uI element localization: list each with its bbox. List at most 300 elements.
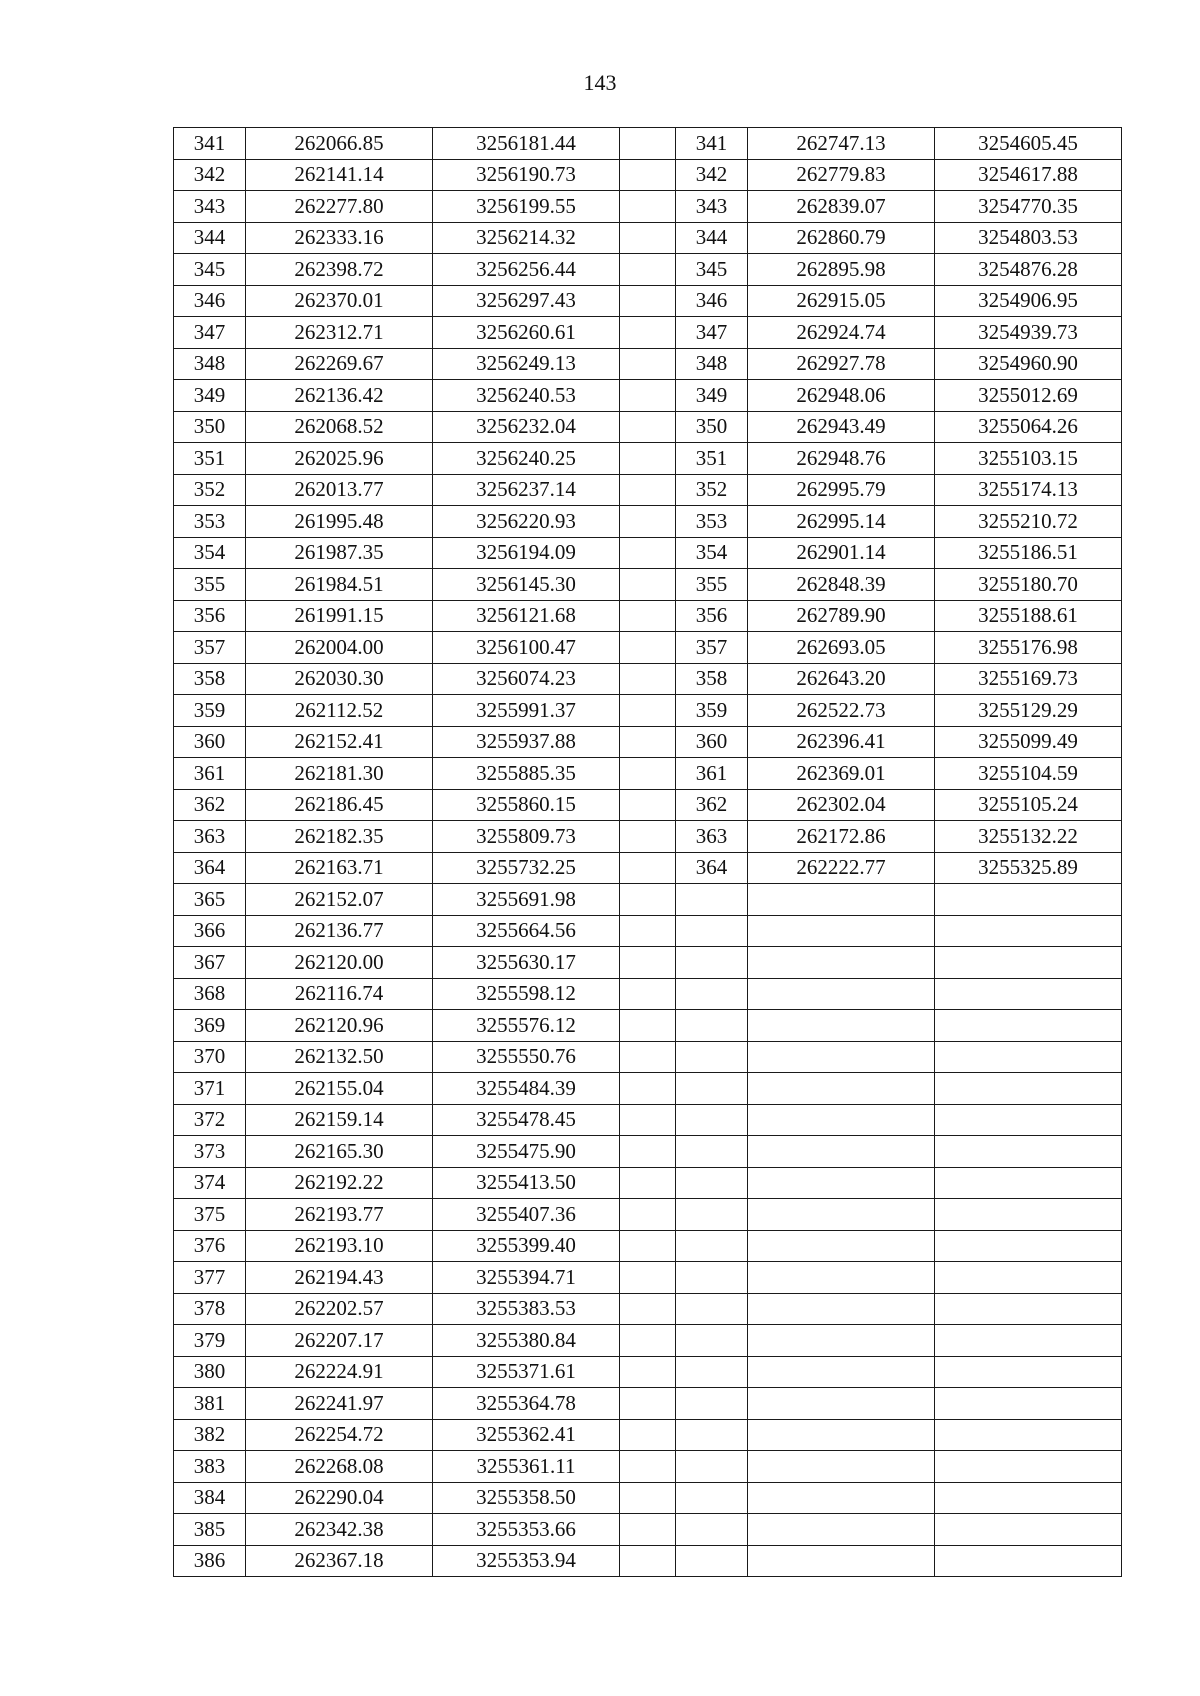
right-x-coordinate-cell: [748, 1136, 935, 1168]
table-row: [174, 569, 1122, 601]
left-point-number-cell: 348: [174, 348, 246, 380]
right-x-coordinate-cell: 262522.73: [748, 695, 935, 727]
left-point-number-cell: 377: [174, 1262, 246, 1294]
right-y-coordinate-cell: [935, 1262, 1122, 1294]
right-x-coordinate-cell: [748, 1199, 935, 1231]
left-x-coordinate-cell: 262116.74: [246, 978, 433, 1010]
separator-cell: [620, 1325, 676, 1357]
right-point-number-cell: 363: [676, 821, 748, 853]
right-point-number-cell: [676, 1388, 748, 1420]
separator-cell: [620, 348, 676, 380]
right-x-coordinate-cell: [748, 1167, 935, 1199]
left-point-number-cell: 358: [174, 663, 246, 695]
separator-cell: [620, 1419, 676, 1451]
left-point-number-cell: 372: [174, 1104, 246, 1136]
left-y-coordinate-cell: 3255630.17: [433, 947, 620, 979]
left-point-number-cell: 369: [174, 1010, 246, 1042]
table-row: [174, 1041, 1122, 1073]
right-x-coordinate-cell: [748, 915, 935, 947]
table-row: [174, 191, 1122, 223]
right-y-coordinate-cell: [935, 1104, 1122, 1136]
left-x-coordinate-cell: 262163.71: [246, 852, 433, 884]
left-x-coordinate-cell: 262165.30: [246, 1136, 433, 1168]
right-point-number-cell: 349: [676, 380, 748, 412]
table-row: [174, 1010, 1122, 1042]
separator-cell: [620, 1451, 676, 1483]
right-y-coordinate-cell: [935, 1482, 1122, 1514]
right-y-coordinate-cell: 3255176.98: [935, 632, 1122, 664]
right-point-number-cell: [676, 1325, 748, 1357]
table-row: [174, 222, 1122, 254]
right-y-coordinate-cell: 3255099.49: [935, 726, 1122, 758]
left-x-coordinate-cell: 261995.48: [246, 506, 433, 538]
left-y-coordinate-cell: 3256260.61: [433, 317, 620, 349]
right-y-coordinate-cell: [935, 1230, 1122, 1262]
left-y-coordinate-cell: 3256214.32: [433, 222, 620, 254]
left-y-coordinate-cell: 3256220.93: [433, 506, 620, 538]
table-row: [174, 1136, 1122, 1168]
right-x-coordinate-cell: [748, 1388, 935, 1420]
right-y-coordinate-cell: 3255325.89: [935, 852, 1122, 884]
left-point-number-cell: 384: [174, 1482, 246, 1514]
left-y-coordinate-cell: 3256232.04: [433, 411, 620, 443]
left-x-coordinate-cell: 262398.72: [246, 254, 433, 286]
table-row: [174, 411, 1122, 443]
right-x-coordinate-cell: 262943.49: [748, 411, 935, 443]
right-point-number-cell: 344: [676, 222, 748, 254]
left-y-coordinate-cell: 3255576.12: [433, 1010, 620, 1042]
right-x-coordinate-cell: [748, 1293, 935, 1325]
right-x-coordinate-cell: [748, 978, 935, 1010]
left-x-coordinate-cell: 262136.42: [246, 380, 433, 412]
left-x-coordinate-cell: 262186.45: [246, 789, 433, 821]
left-x-coordinate-cell: 262120.00: [246, 947, 433, 979]
separator-cell: [620, 1545, 676, 1577]
table-row: [174, 758, 1122, 790]
left-y-coordinate-cell: 3256240.53: [433, 380, 620, 412]
left-x-coordinate-cell: 262193.10: [246, 1230, 433, 1262]
table-row: [174, 1482, 1122, 1514]
table-row: [174, 159, 1122, 191]
left-point-number-cell: 351: [174, 443, 246, 475]
separator-cell: [620, 1010, 676, 1042]
right-x-coordinate-cell: 262172.86: [748, 821, 935, 853]
left-x-coordinate-cell: 262132.50: [246, 1041, 433, 1073]
left-x-coordinate-cell: 262269.67: [246, 348, 433, 380]
table-row: [174, 947, 1122, 979]
separator-cell: [620, 852, 676, 884]
left-x-coordinate-cell: 262120.96: [246, 1010, 433, 1042]
right-x-coordinate-cell: 262643.20: [748, 663, 935, 695]
right-point-number-cell: [676, 1419, 748, 1451]
table-row: [174, 884, 1122, 916]
left-y-coordinate-cell: 3256074.23: [433, 663, 620, 695]
left-x-coordinate-cell: 262136.77: [246, 915, 433, 947]
table-row: [174, 1262, 1122, 1294]
right-x-coordinate-cell: 262693.05: [748, 632, 935, 664]
left-y-coordinate-cell: 3256237.14: [433, 474, 620, 506]
separator-cell: [620, 632, 676, 664]
left-point-number-cell: 380: [174, 1356, 246, 1388]
right-x-coordinate-cell: 262860.79: [748, 222, 935, 254]
right-y-coordinate-cell: [935, 1325, 1122, 1357]
right-point-number-cell: 361: [676, 758, 748, 790]
left-x-coordinate-cell: 262277.80: [246, 191, 433, 223]
right-point-number-cell: 348: [676, 348, 748, 380]
table-row: [174, 1199, 1122, 1231]
left-y-coordinate-cell: 3256297.43: [433, 285, 620, 317]
left-point-number-cell: 373: [174, 1136, 246, 1168]
right-point-number-cell: 342: [676, 159, 748, 191]
right-point-number-cell: 359: [676, 695, 748, 727]
right-x-coordinate-cell: 262948.06: [748, 380, 935, 412]
right-point-number-cell: [676, 1482, 748, 1514]
table-row: [174, 254, 1122, 286]
left-x-coordinate-cell: 262066.85: [246, 128, 433, 160]
left-point-number-cell: 366: [174, 915, 246, 947]
left-point-number-cell: 365: [174, 884, 246, 916]
left-y-coordinate-cell: 3256256.44: [433, 254, 620, 286]
table-row: [174, 789, 1122, 821]
left-y-coordinate-cell: 3256190.73: [433, 159, 620, 191]
right-point-number-cell: [676, 1199, 748, 1231]
right-point-number-cell: [676, 1356, 748, 1388]
separator-cell: [620, 1262, 676, 1294]
coordinate-table: [173, 127, 1122, 1577]
right-x-coordinate-cell: 262848.39: [748, 569, 935, 601]
right-point-number-cell: 360: [676, 726, 748, 758]
left-x-coordinate-cell: 262193.77: [246, 1199, 433, 1231]
right-point-number-cell: 354: [676, 537, 748, 569]
left-point-number-cell: 362: [174, 789, 246, 821]
right-point-number-cell: [676, 1451, 748, 1483]
separator-cell: [620, 1514, 676, 1546]
right-x-coordinate-cell: [748, 1451, 935, 1483]
right-x-coordinate-cell: 262924.74: [748, 317, 935, 349]
right-y-coordinate-cell: 3255105.24: [935, 789, 1122, 821]
right-y-coordinate-cell: 3254770.35: [935, 191, 1122, 223]
right-point-number-cell: [676, 1010, 748, 1042]
right-x-coordinate-cell: [748, 1514, 935, 1546]
right-x-coordinate-cell: 262927.78: [748, 348, 935, 380]
separator-cell: [620, 128, 676, 160]
right-y-coordinate-cell: [935, 978, 1122, 1010]
right-point-number-cell: [676, 1514, 748, 1546]
right-point-number-cell: [676, 1041, 748, 1073]
right-x-coordinate-cell: [748, 1356, 935, 1388]
right-y-coordinate-cell: 3255132.22: [935, 821, 1122, 853]
right-x-coordinate-cell: [748, 1230, 935, 1262]
left-point-number-cell: 357: [174, 632, 246, 664]
separator-cell: [620, 474, 676, 506]
left-y-coordinate-cell: 3256121.68: [433, 600, 620, 632]
left-point-number-cell: 346: [174, 285, 246, 317]
right-y-coordinate-cell: [935, 1293, 1122, 1325]
left-y-coordinate-cell: 3255809.73: [433, 821, 620, 853]
left-point-number-cell: 359: [174, 695, 246, 727]
separator-cell: [620, 1230, 676, 1262]
right-point-number-cell: [676, 1293, 748, 1325]
left-x-coordinate-cell: 262333.16: [246, 222, 433, 254]
separator-cell: [620, 411, 676, 443]
right-y-coordinate-cell: 3254605.45: [935, 128, 1122, 160]
right-x-coordinate-cell: 262915.05: [748, 285, 935, 317]
left-point-number-cell: 347: [174, 317, 246, 349]
left-y-coordinate-cell: 3255691.98: [433, 884, 620, 916]
left-point-number-cell: 386: [174, 1545, 246, 1577]
separator-cell: [620, 506, 676, 538]
left-y-coordinate-cell: 3256194.09: [433, 537, 620, 569]
table-row: [174, 1545, 1122, 1577]
right-x-coordinate-cell: 262747.13: [748, 128, 935, 160]
right-y-coordinate-cell: 3254876.28: [935, 254, 1122, 286]
left-x-coordinate-cell: 262181.30: [246, 758, 433, 790]
left-x-coordinate-cell: 262152.07: [246, 884, 433, 916]
left-y-coordinate-cell: 3256181.44: [433, 128, 620, 160]
separator-cell: [620, 537, 676, 569]
table-row: [174, 600, 1122, 632]
separator-cell: [620, 695, 676, 727]
right-x-coordinate-cell: [748, 1262, 935, 1294]
left-x-coordinate-cell: 262030.30: [246, 663, 433, 695]
right-y-coordinate-cell: [935, 1167, 1122, 1199]
right-x-coordinate-cell: [748, 1419, 935, 1451]
right-x-coordinate-cell: 262302.04: [748, 789, 935, 821]
separator-cell: [620, 443, 676, 475]
right-point-number-cell: 358: [676, 663, 748, 695]
table-row: [174, 1073, 1122, 1105]
left-x-coordinate-cell: 262013.77: [246, 474, 433, 506]
separator-cell: [620, 569, 676, 601]
separator-cell: [620, 1199, 676, 1231]
right-y-coordinate-cell: [935, 915, 1122, 947]
left-x-coordinate-cell: 262159.14: [246, 1104, 433, 1136]
table-row: [174, 537, 1122, 569]
left-point-number-cell: 375: [174, 1199, 246, 1231]
right-x-coordinate-cell: 262222.77: [748, 852, 935, 884]
left-y-coordinate-cell: 3255732.25: [433, 852, 620, 884]
right-point-number-cell: [676, 884, 748, 916]
left-point-number-cell: 349: [174, 380, 246, 412]
table-row: [174, 915, 1122, 947]
right-y-coordinate-cell: 3255186.51: [935, 537, 1122, 569]
right-point-number-cell: [676, 1262, 748, 1294]
right-y-coordinate-cell: 3255210.72: [935, 506, 1122, 538]
right-y-coordinate-cell: [935, 884, 1122, 916]
right-point-number-cell: 347: [676, 317, 748, 349]
right-y-coordinate-cell: 3254803.53: [935, 222, 1122, 254]
right-y-coordinate-cell: 3255012.69: [935, 380, 1122, 412]
right-point-number-cell: 357: [676, 632, 748, 664]
left-y-coordinate-cell: 3255353.94: [433, 1545, 620, 1577]
left-x-coordinate-cell: 262141.14: [246, 159, 433, 191]
right-point-number-cell: [676, 1136, 748, 1168]
left-y-coordinate-cell: 3255664.56: [433, 915, 620, 947]
left-x-coordinate-cell: 262152.41: [246, 726, 433, 758]
left-point-number-cell: 345: [174, 254, 246, 286]
separator-cell: [620, 821, 676, 853]
right-point-number-cell: 341: [676, 128, 748, 160]
separator-cell: [620, 254, 676, 286]
separator-cell: [620, 191, 676, 223]
left-point-number-cell: 360: [174, 726, 246, 758]
left-y-coordinate-cell: 3256145.30: [433, 569, 620, 601]
table-row: [174, 443, 1122, 475]
right-y-coordinate-cell: 3254906.95: [935, 285, 1122, 317]
separator-cell: [620, 159, 676, 191]
right-point-number-cell: 351: [676, 443, 748, 475]
right-y-coordinate-cell: 3255180.70: [935, 569, 1122, 601]
left-point-number-cell: 376: [174, 1230, 246, 1262]
right-y-coordinate-cell: 3254960.90: [935, 348, 1122, 380]
table-row: [174, 506, 1122, 538]
left-point-number-cell: 378: [174, 1293, 246, 1325]
left-point-number-cell: 370: [174, 1041, 246, 1073]
right-y-coordinate-cell: 3255169.73: [935, 663, 1122, 695]
right-x-coordinate-cell: 262779.83: [748, 159, 935, 191]
left-point-number-cell: 382: [174, 1419, 246, 1451]
table-row: [174, 978, 1122, 1010]
right-y-coordinate-cell: 3255104.59: [935, 758, 1122, 790]
right-point-number-cell: 355: [676, 569, 748, 601]
right-point-number-cell: 353: [676, 506, 748, 538]
left-point-number-cell: 371: [174, 1073, 246, 1105]
left-y-coordinate-cell: 3256100.47: [433, 632, 620, 664]
left-x-coordinate-cell: 262312.71: [246, 317, 433, 349]
right-point-number-cell: 352: [676, 474, 748, 506]
separator-cell: [620, 1356, 676, 1388]
left-y-coordinate-cell: 3255394.71: [433, 1262, 620, 1294]
left-x-coordinate-cell: 262194.43: [246, 1262, 433, 1294]
table-row: [174, 1104, 1122, 1136]
right-y-coordinate-cell: [935, 1136, 1122, 1168]
left-point-number-cell: 354: [174, 537, 246, 569]
table-row: [174, 317, 1122, 349]
table-row: [174, 1514, 1122, 1546]
right-point-number-cell: 345: [676, 254, 748, 286]
table-row: [174, 1167, 1122, 1199]
left-point-number-cell: 363: [174, 821, 246, 853]
right-x-coordinate-cell: [748, 1104, 935, 1136]
separator-cell: [620, 1167, 676, 1199]
right-point-number-cell: [676, 1104, 748, 1136]
table-row: [174, 1451, 1122, 1483]
left-y-coordinate-cell: 3255358.50: [433, 1482, 620, 1514]
right-point-number-cell: [676, 1230, 748, 1262]
left-point-number-cell: 341: [174, 128, 246, 160]
left-point-number-cell: 367: [174, 947, 246, 979]
left-point-number-cell: 381: [174, 1388, 246, 1420]
right-point-number-cell: [676, 915, 748, 947]
separator-cell: [620, 1482, 676, 1514]
left-x-coordinate-cell: 262112.52: [246, 695, 433, 727]
right-x-coordinate-cell: 262839.07: [748, 191, 935, 223]
left-point-number-cell: 356: [174, 600, 246, 632]
right-x-coordinate-cell: [748, 1545, 935, 1577]
left-y-coordinate-cell: 3255484.39: [433, 1073, 620, 1105]
left-y-coordinate-cell: 3255399.40: [433, 1230, 620, 1262]
separator-cell: [620, 1073, 676, 1105]
left-y-coordinate-cell: 3255364.78: [433, 1388, 620, 1420]
left-point-number-cell: 379: [174, 1325, 246, 1357]
right-y-coordinate-cell: [935, 1010, 1122, 1042]
right-y-coordinate-cell: [935, 1199, 1122, 1231]
right-x-coordinate-cell: 262396.41: [748, 726, 935, 758]
page-number: 143: [583, 70, 617, 95]
coordinate-table-body: [174, 128, 1122, 1577]
right-y-coordinate-cell: [935, 1388, 1122, 1420]
separator-cell: [620, 317, 676, 349]
table-row: [174, 380, 1122, 412]
left-y-coordinate-cell: 3255361.11: [433, 1451, 620, 1483]
table-row: [174, 348, 1122, 380]
separator-cell: [620, 915, 676, 947]
left-y-coordinate-cell: 3256199.55: [433, 191, 620, 223]
separator-cell: [620, 1041, 676, 1073]
left-point-number-cell: 352: [174, 474, 246, 506]
right-y-coordinate-cell: 3255129.29: [935, 695, 1122, 727]
table-row: [174, 1293, 1122, 1325]
right-x-coordinate-cell: [748, 1482, 935, 1514]
table-row: [174, 1388, 1122, 1420]
table-row: [174, 1356, 1122, 1388]
separator-cell: [620, 726, 676, 758]
left-x-coordinate-cell: 262025.96: [246, 443, 433, 475]
right-point-number-cell: [676, 1545, 748, 1577]
table-row: [174, 632, 1122, 664]
separator-cell: [620, 947, 676, 979]
left-y-coordinate-cell: 3255383.53: [433, 1293, 620, 1325]
left-y-coordinate-cell: 3255362.41: [433, 1419, 620, 1451]
right-x-coordinate-cell: [748, 947, 935, 979]
separator-cell: [620, 600, 676, 632]
right-x-coordinate-cell: [748, 1325, 935, 1357]
right-y-coordinate-cell: [935, 1073, 1122, 1105]
table-row: [174, 285, 1122, 317]
separator-cell: [620, 285, 676, 317]
right-x-coordinate-cell: [748, 1041, 935, 1073]
separator-cell: [620, 663, 676, 695]
separator-cell: [620, 758, 676, 790]
table-row: [174, 821, 1122, 853]
right-y-coordinate-cell: [935, 947, 1122, 979]
left-x-coordinate-cell: 262342.38: [246, 1514, 433, 1546]
left-x-coordinate-cell: 262254.72: [246, 1419, 433, 1451]
separator-cell: [620, 222, 676, 254]
right-y-coordinate-cell: [935, 1356, 1122, 1388]
left-y-coordinate-cell: 3255937.88: [433, 726, 620, 758]
right-y-coordinate-cell: [935, 1041, 1122, 1073]
right-y-coordinate-cell: [935, 1545, 1122, 1577]
left-point-number-cell: 374: [174, 1167, 246, 1199]
right-x-coordinate-cell: [748, 1010, 935, 1042]
right-y-coordinate-cell: 3255064.26: [935, 411, 1122, 443]
table-row: [174, 663, 1122, 695]
left-y-coordinate-cell: 3255380.84: [433, 1325, 620, 1357]
left-x-coordinate-cell: 262241.97: [246, 1388, 433, 1420]
right-point-number-cell: [676, 1167, 748, 1199]
right-x-coordinate-cell: [748, 884, 935, 916]
left-y-coordinate-cell: 3255885.35: [433, 758, 620, 790]
left-x-coordinate-cell: 262224.91: [246, 1356, 433, 1388]
left-y-coordinate-cell: 3256249.13: [433, 348, 620, 380]
table-row: [174, 726, 1122, 758]
left-point-number-cell: 344: [174, 222, 246, 254]
left-point-number-cell: 364: [174, 852, 246, 884]
left-point-number-cell: 385: [174, 1514, 246, 1546]
right-y-coordinate-cell: [935, 1419, 1122, 1451]
right-point-number-cell: [676, 1073, 748, 1105]
